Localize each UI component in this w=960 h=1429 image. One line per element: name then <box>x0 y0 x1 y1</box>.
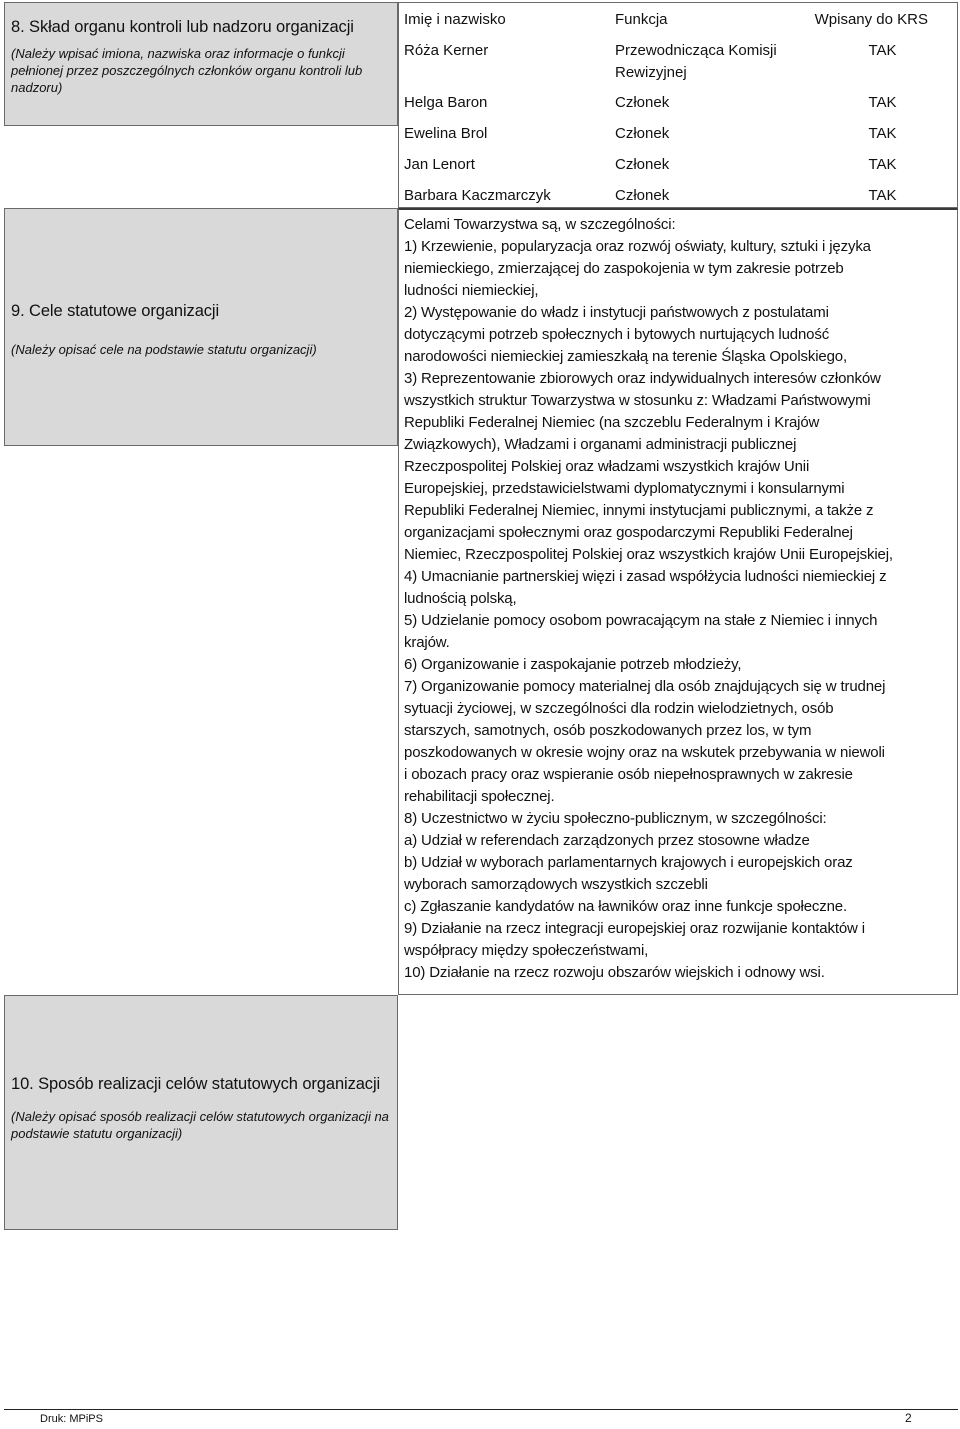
member-krs: TAK <box>868 42 897 59</box>
goals-line: rehabilitacji społecznej. <box>404 788 555 805</box>
goals-line: a) Udział w referendach zarządzonych przez stosowne władze <box>404 832 810 849</box>
goals-line: krajów. <box>404 634 450 651</box>
section-10-note: (Należy opisać sposób realizacji celów statutowych organizacji na podstawie statutu organizacji) <box>11 1109 389 1141</box>
goals-line: 3) Reprezentowanie zbiorowych oraz indywidualnych interesów członków <box>404 370 881 387</box>
header-function: Funkcja <box>615 11 668 28</box>
goals-line: ludnością polską, <box>404 590 517 607</box>
goals-line: Niemiec, Rzeczpospolitej Polskiej oraz wszystkich krajów Unii Europejskiej, <box>404 546 893 563</box>
section-10-title: 10. Sposób realizacji celów statutowych organizacji <box>11 1075 381 1093</box>
control-body-members-table <box>398 2 958 208</box>
section-9-label-box <box>4 208 398 446</box>
member-krs: TAK <box>868 94 897 111</box>
member-function: Członek <box>615 187 670 204</box>
goals-line: 7) Organizowanie pomocy materialnej dla osób znajdujących się w trudnej <box>404 678 886 695</box>
goals-line: wyborach samorządowych wszystkich szczebli <box>404 876 708 893</box>
goals-line: Republiki Federalnej Niemiec (na szczeblu Federalnym i Krajów <box>404 414 820 431</box>
member-function: Członek <box>615 125 670 142</box>
member-function: Członek <box>615 156 670 173</box>
goals-line: 6) Organizowanie i zaspokajanie potrzeb młodzieży, <box>404 656 742 673</box>
goals-line: organizacjami społecznymi oraz gospodarczymi Republiki Federalnej <box>404 524 853 541</box>
goals-line: sytuacji życiowej, w szczególności dla rodzin wielodzietnych, osób <box>404 700 834 717</box>
member-function: Członek <box>615 94 670 111</box>
goals-line: 2) Występowanie do władz i instytucji państwowych z postulatami <box>404 304 829 321</box>
goals-line: Rzeczpospolitej Polskiej oraz władzami wszystkich krajów Unii <box>404 458 810 475</box>
goals-line: Celami Towarzystwa są, w szczególności: <box>404 216 676 233</box>
member-krs: TAK <box>868 156 897 173</box>
goals-line: 5) Udzielanie pomocy osobom powracającym na stałe z Niemiec i innych <box>404 612 878 629</box>
goals-line: poszkodowanych w okresie wojny oraz na wskutek przebywania w niewoli <box>404 744 885 761</box>
member-name: Helga Baron <box>404 94 488 111</box>
goals-line: niemieckiego, zmierzającej do zaspokojenia w tym zakresie potrzeb <box>404 260 844 277</box>
goals-line: 4) Umacnianie partnerskiej więzi i zasad współżycia ludności niemieckiej z <box>404 568 887 585</box>
member-name: Jan Lenort <box>404 156 475 173</box>
section-8-title: 8. Skład organu kontroli lub nadzoru organizacji <box>11 18 354 36</box>
member-krs: TAK <box>868 187 897 204</box>
footer-print-label: Druk: MPiPS <box>40 1413 103 1425</box>
goals-line: Republiki Federalnej Niemiec, innymi instytucjami publicznymi, a także z <box>404 502 874 519</box>
goals-line: 10) Działanie na rzecz rozwoju obszarów wiejskich i odnowy wsi. <box>404 964 825 981</box>
goals-line: narodowości niemieckiej zamieszkałą na terenie Śląska Opolskiego, <box>404 348 847 365</box>
header-krs: Wpisany do KRS <box>814 11 928 28</box>
goals-line: 8) Uczestnictwo w życiu społeczno-publicznym, w szczególności: <box>404 810 827 827</box>
member-name: Róża Kerner <box>404 42 489 59</box>
goals-line: Związkowych), Władzami i organami administracji publicznej <box>404 436 797 453</box>
goals-line: 9) Działanie na rzecz integracji europejskiej oraz rozwijanie kontaktów i <box>404 920 865 937</box>
goals-line: starszych, samotnych, osób poszkodowanych przez los, w tym <box>404 722 812 739</box>
section-9-note: (Należy opisać cele na podstawie statutu organizacji) <box>11 342 317 357</box>
section-10-label-box <box>4 995 398 1230</box>
goals-line: i obozach pracy oraz wspieranie osób niepełnosprawnych w zakresie <box>404 766 853 783</box>
section-8-label-box <box>4 2 398 126</box>
member-krs: TAK <box>868 125 897 142</box>
page-number: 2 <box>905 1411 912 1425</box>
member-name: Barbara Kaczmarczyk <box>404 187 551 204</box>
goals-line: c) Zgłaszanie kandydatów na ławników oraz inne funkcje społeczne. <box>404 898 847 915</box>
member-name: Ewelina Brol <box>404 125 488 142</box>
section-9-title: 9. Cele statutowe organizacji <box>11 302 220 320</box>
footer-divider <box>4 1409 958 1410</box>
member-function: Przewodnicząca Komisji Rewizyjnej <box>615 42 777 81</box>
header-name: Imię i nazwisko <box>404 11 506 28</box>
goals-line: Europejskiej, przedstawicielstwami dyplomatycznymi i konsularnymi <box>404 480 845 497</box>
statutory-goals-text <box>398 208 958 995</box>
goals-line: dotyczącymi potrzeb społecznych i bytowych nurtujących ludność <box>404 326 830 343</box>
section-8-note: (Należy wpisać imiona, nazwiska oraz informacje o funkcji pełnionej przez poszczególnych członków organu kontroli lub nadzoru) <box>11 46 363 95</box>
goals-line: wszystkich struktur Towarzystwa w stosunku z: Władzami Państwowymi <box>404 392 871 409</box>
goals-line: ludności niemieckiej, <box>404 282 539 299</box>
goals-line: 1) Krzewienie, popularyzacja oraz rozwój oświaty, kultury, sztuki i języka <box>404 238 871 255</box>
goals-line: współpracy między społeczeństwami, <box>404 942 649 959</box>
goals-line: b) Udział w wyborach parlamentarnych krajowych i europejskich oraz <box>404 854 853 871</box>
